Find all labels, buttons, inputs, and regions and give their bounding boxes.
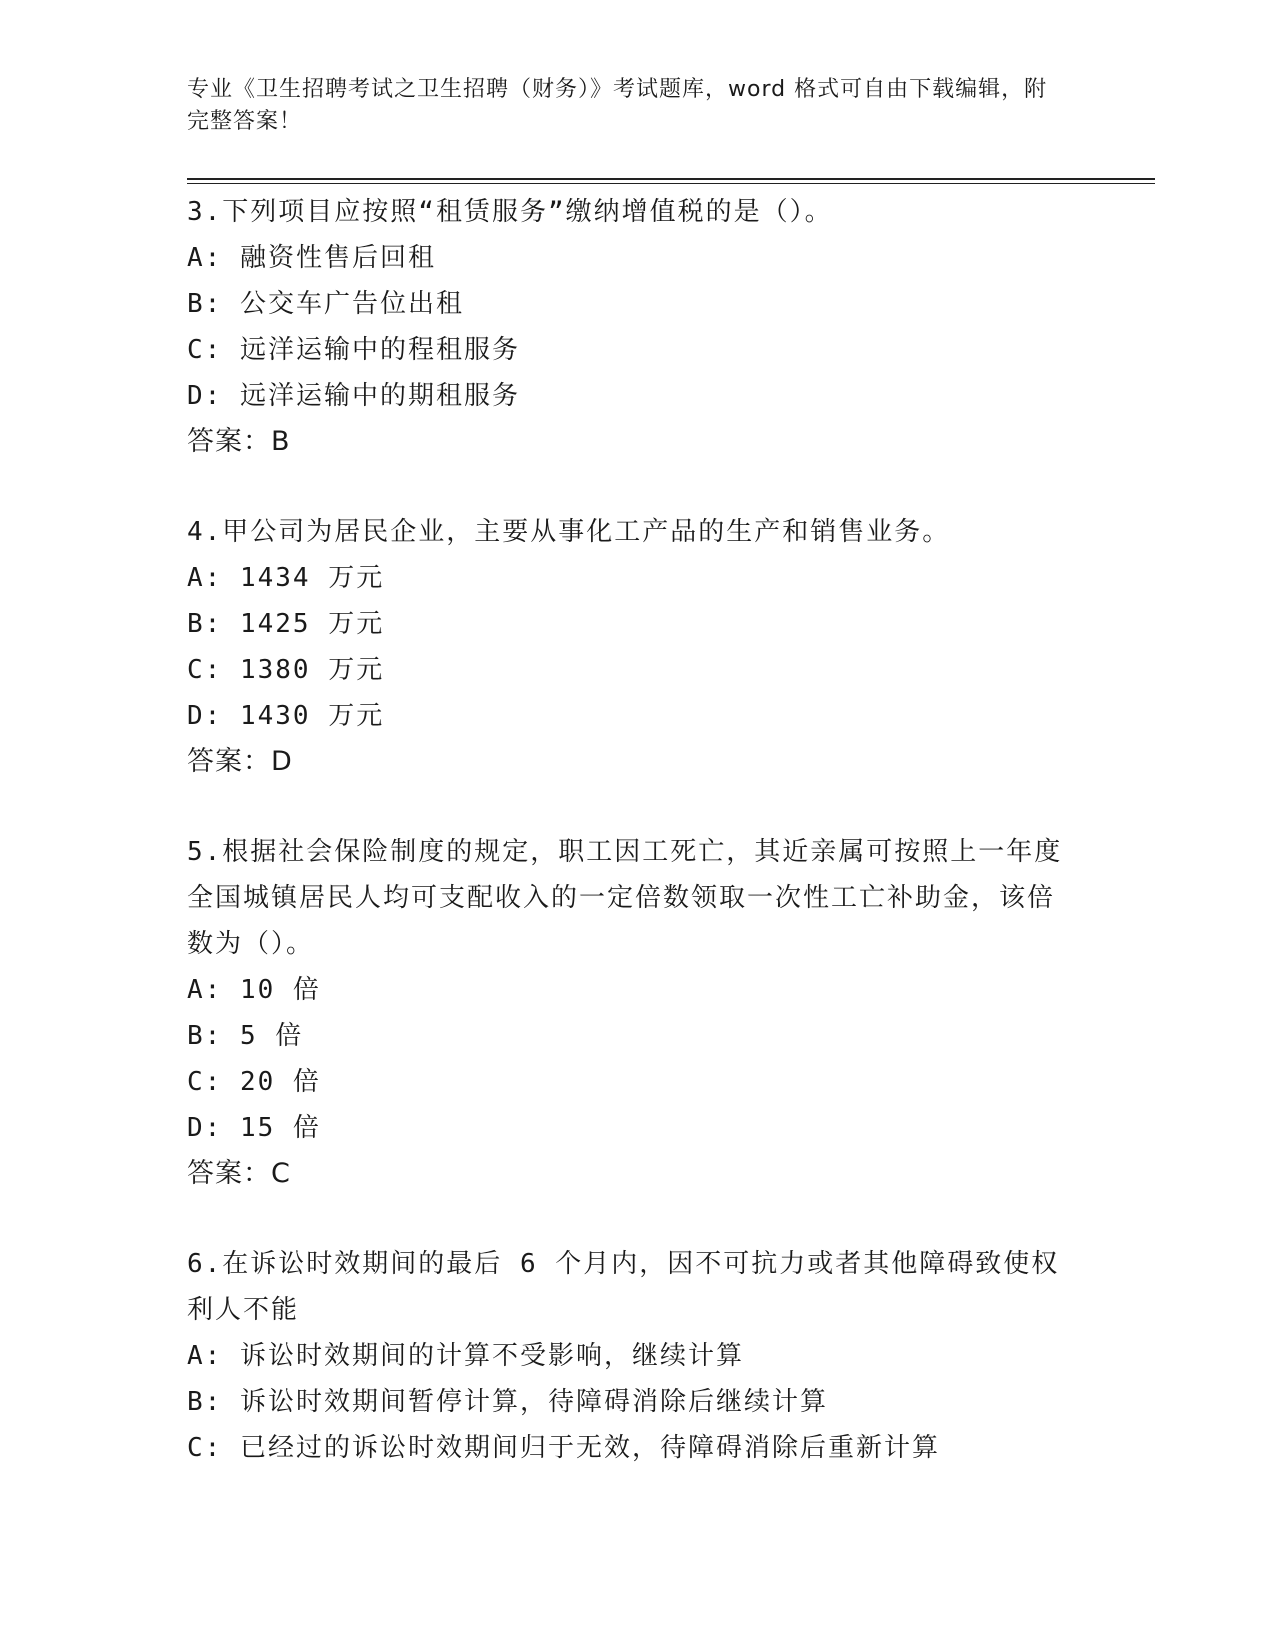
option-a: A: 融资性售后回租: [187, 243, 436, 273]
question-6: [187, 1241, 1087, 1471]
option-b: B: 公交车广告位出租: [187, 289, 464, 319]
option-a: A: 诉讼时效期间的计算不受影响，继续计算: [187, 1341, 744, 1371]
question-stem: 5.根据社会保险制度的规定，职工因工死亡，其近亲属可按照上一年度全国城镇居民人均可支配收入的一定倍数领取一次性工亡补助金，该倍数为（）。: [187, 837, 1063, 959]
question-stem: 6.在诉讼时效期间的最后 6 个月内，因不可抗力或者其他障碍致使权利人不能: [187, 1249, 1060, 1325]
option-d: D: 远洋运输中的期租服务: [187, 381, 520, 411]
option-b: B: 5 倍: [187, 1021, 304, 1051]
question-3: [187, 189, 1087, 465]
header-note: 专业《卫生招聘考试之卫生招聘（财务）》考试题库，word 格式可自由下载编辑，附完整答案！: [187, 77, 1048, 134]
question-5: [187, 829, 1087, 1197]
option-c: C: 已经过的诉讼时效期间归于无效，待障碍消除后重新计算: [187, 1433, 940, 1463]
option-a: A: 10 倍: [187, 975, 321, 1005]
answer-line: 答案：C: [187, 1158, 291, 1189]
question-4: [187, 509, 1087, 785]
header-divider-thick: [187, 178, 1155, 180]
question-stem: 4.甲公司为居民企业，主要从事化工产品的生产和销售业务。: [187, 517, 951, 547]
option-c: C: 远洋运输中的程租服务: [187, 335, 520, 365]
answer-line: 答案：B: [187, 426, 291, 457]
header-divider-thin: [187, 183, 1155, 184]
question-stem: 3.下列项目应按照“租赁服务”缴纳增值税的是（）。: [187, 197, 833, 227]
option-a: A: 1434 万元: [187, 563, 385, 593]
option-b: B: 1425 万元: [187, 609, 385, 639]
question-list: [187, 189, 1087, 1515]
option-c: C: 1380 万元: [187, 655, 385, 685]
option-c: C: 20 倍: [187, 1067, 321, 1097]
option-d: D: 1430 万元: [187, 701, 385, 731]
option-b: B: 诉讼时效期间暂停计算，待障碍消除后继续计算: [187, 1387, 828, 1417]
answer-line: 答案：D: [187, 746, 293, 777]
option-d: D: 15 倍: [187, 1113, 321, 1143]
